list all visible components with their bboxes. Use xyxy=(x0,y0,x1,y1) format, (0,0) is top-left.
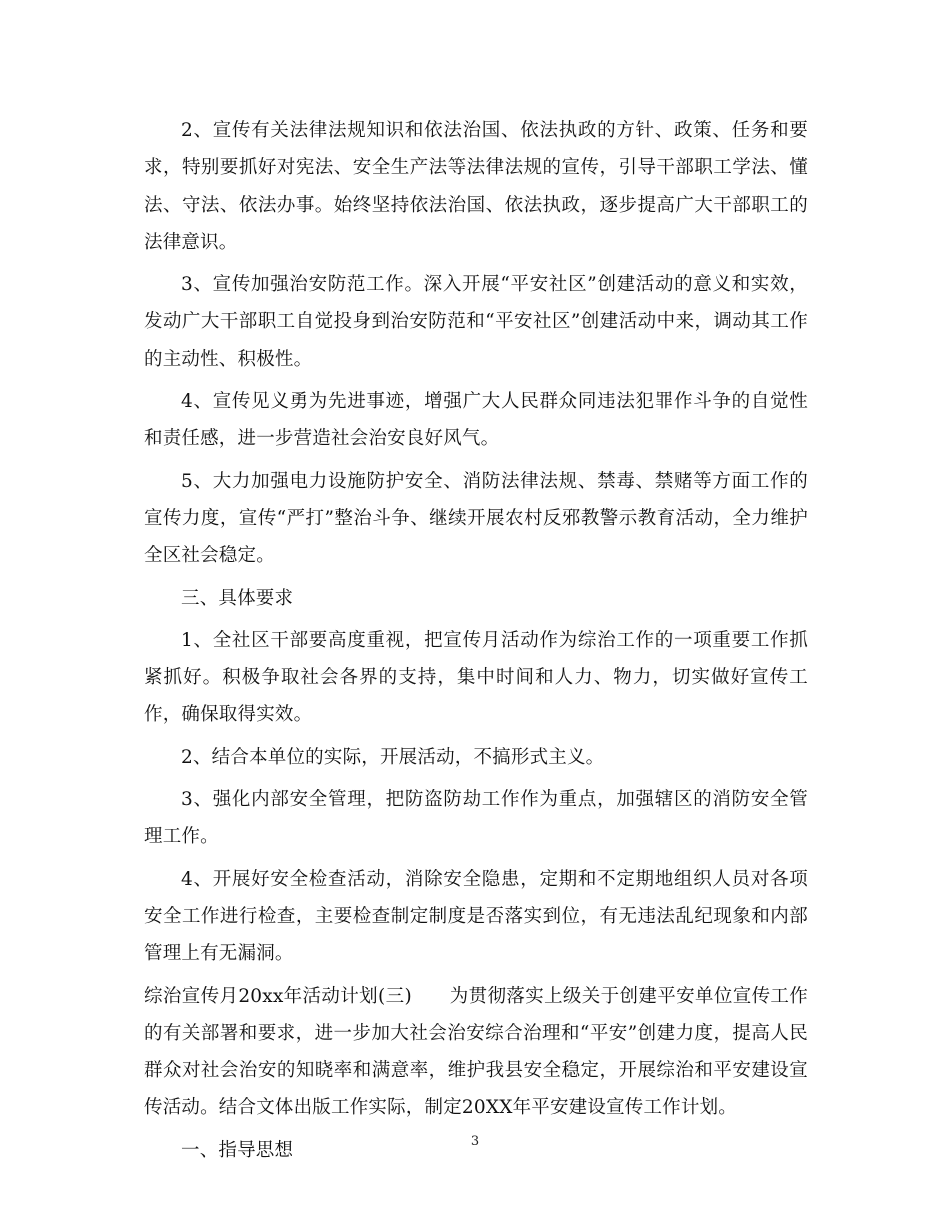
paragraph-item-4-heroic-deeds: 4、宣传见义勇为先进事迹，增强广大人民群众同违法犯罪作斗争的自觉性和责任感，进一步营造社会治安良好风气。 xyxy=(144,391,808,450)
document-body xyxy=(144,112,808,1169)
paragraph-requirement-4: 4、开展好安全检查活动，消除安全隐患，定期和不定期地组织人员对各项安全工作进行检查，主要检查制定制度是否落实到位，有无违法乱纪现象和内部管理上有无漏洞。 xyxy=(144,868,808,965)
paragraph-item-5-power-facility-safety: 5、大力加强电力设施防护安全、消防法律法规、禁毒、禁赌等方面工作的宣传力度，宣传“严打”整治斗争、继续开展农村反邪教警示教育活动，全力维护全区社会稳定。 xyxy=(144,470,808,567)
paragraph-requirement-3: 3、强化内部安全管理，把防盗防劫工作作为重点，加强辖区的消防安全管理工作。 xyxy=(144,789,808,848)
paragraph-item-2-law-publicity: 2、宣传有关法律法规知识和依法治国、依法执政的方针、政策、任务和要求，特别要抓好对宪法、安全生产法等法律法规的宣传，引导干部职工学法、懂法、守法、依法办事。始终坚持依法治国、依法执政，逐步提高广大干部职工的法律意识。 xyxy=(144,120,808,253)
paragraph-plan-three-intro: 综治宣传月20xx年活动计划(三) 为贯彻落实上级关于创建平安单位宣传工作的有关部署和要求，进一步加大社会治安综合治理和“平安”创建力度，提高人民群众对社会治安的知晓率和满意率，维护我县安全稳定，开展综治和平安建设宣传活动。结合文体出版工作实际，制定20XX年平安建设宣传工作计划。 xyxy=(144,985,808,1119)
paragraph-requirement-2: 2、结合本单位的实际，开展活动，不搞形式主义。 xyxy=(181,746,605,768)
section-heading-guiding-ideology: 一、指导思想 xyxy=(181,1139,294,1161)
paragraph-requirement-1: 1、全社区干部要高度重视，把宣传月活动作为综治工作的一项重要工作抓紧抓好。积极争取社会各界的支持，集中时间和人力、物力，切实做好宣传工作，确保取得实效。 xyxy=(144,629,808,726)
paragraph-item-3-security-prevention: 3、宣传加强治安防范工作。深入开展“平安社区”创建活动的意义和实效，发动广大干部职工自觉投身到治安防范和“平安社区”创建活动中来，调动其工作的主动性、积极性。 xyxy=(144,274,808,370)
page-number: 3 xyxy=(470,1134,480,1149)
section-heading-specific-requirements: 三、具体要求 xyxy=(181,587,294,609)
